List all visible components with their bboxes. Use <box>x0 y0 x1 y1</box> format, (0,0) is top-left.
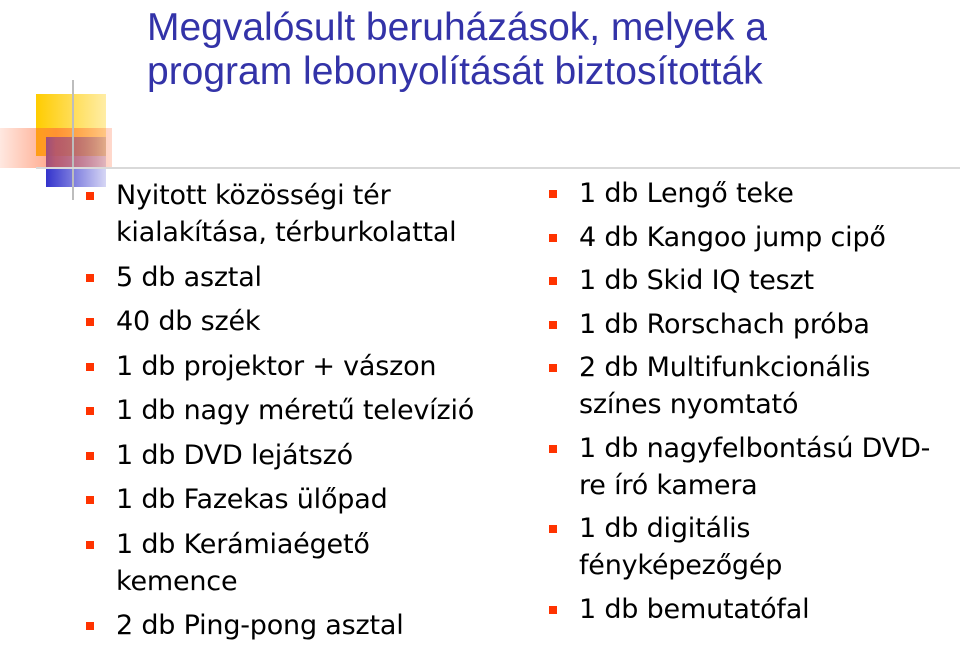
square-bullet-icon <box>86 622 94 630</box>
list-item <box>549 306 959 343</box>
square-bullet-icon <box>86 274 94 282</box>
square-bullet-icon <box>86 407 94 415</box>
list-item <box>86 348 526 385</box>
square-bullet-icon <box>549 364 557 372</box>
list-item-text: 40 db szék <box>116 306 261 337</box>
list-item-text: 1 db Lengő teke <box>579 178 794 209</box>
square-bullet-icon <box>549 445 557 453</box>
list-item-text: fényképezőgép <box>579 550 783 581</box>
deco-red-bar <box>0 128 112 168</box>
list-item <box>86 607 526 644</box>
list-item-text: 1 db DVD lejátszó <box>116 439 353 471</box>
list-item-text: Nyitott közösségi tér <box>116 180 391 211</box>
square-bullet-icon <box>86 363 94 371</box>
list-item <box>549 175 959 212</box>
list-item-text: 5 db asztal <box>116 261 262 293</box>
square-bullet-icon <box>86 541 94 549</box>
list-item-text: színes nyomtató <box>579 389 799 420</box>
list-item-text: 1 db Kerámiaégető <box>116 528 370 560</box>
list-item-text: 1 db bemutatófal <box>579 593 810 625</box>
square-bullet-icon <box>86 318 94 326</box>
list-item <box>549 430 959 504</box>
square-bullet-icon <box>86 496 94 504</box>
square-bullet-icon <box>86 192 94 200</box>
list-item-text: 1 db projektor + vászon <box>116 350 437 382</box>
list-item-text: 1 db Fazekas ülőpad <box>116 484 388 515</box>
square-bullet-icon <box>86 452 94 460</box>
list-item-text: 2 db Ping-pong asztal <box>116 610 404 641</box>
list-item <box>86 392 526 429</box>
list-item-text: 1 db Skid IQ teszt <box>579 265 814 296</box>
list-item-text: kemence <box>116 565 238 597</box>
square-bullet-icon <box>549 525 557 533</box>
square-bullet-icon <box>549 234 557 242</box>
square-bullet-icon <box>549 190 557 198</box>
list-item <box>86 437 526 474</box>
list-item-text: 1 db nagy méretű televízió <box>116 395 475 426</box>
list-item-text: kialakítása, térburkolattal <box>116 217 457 248</box>
list-item-text: 1 db digitális <box>579 513 751 544</box>
list-item <box>86 303 526 340</box>
list-item <box>86 259 526 296</box>
slide-title <box>147 6 947 94</box>
right-bullet-list <box>549 175 959 634</box>
list-item-text: 2 db Multifunkcionális <box>579 352 871 383</box>
square-bullet-icon <box>549 321 557 329</box>
square-bullet-icon <box>549 277 557 285</box>
slide-title-line-1: Megvalósult beruházások, melyek a <box>147 6 767 49</box>
square-bullet-icon <box>549 606 557 614</box>
list-item <box>549 349 959 423</box>
list-item-text: re író kamera <box>579 469 758 501</box>
list-item <box>549 262 959 299</box>
list-item-text: 1 db nagyfelbontású DVD- <box>579 432 931 464</box>
slide-title-line-2: program lebonyolítását biztosították <box>147 50 763 93</box>
list-item <box>549 510 959 584</box>
list-item <box>86 526 526 600</box>
list-item <box>549 219 959 256</box>
left-bullet-list <box>86 177 526 652</box>
list-item-text: 1 db Rorschach próba <box>579 308 870 340</box>
list-item <box>86 481 526 518</box>
list-item-text: 4 db Kangoo jump cipő <box>579 221 886 253</box>
list-item <box>86 177 526 251</box>
list-item <box>549 591 959 628</box>
